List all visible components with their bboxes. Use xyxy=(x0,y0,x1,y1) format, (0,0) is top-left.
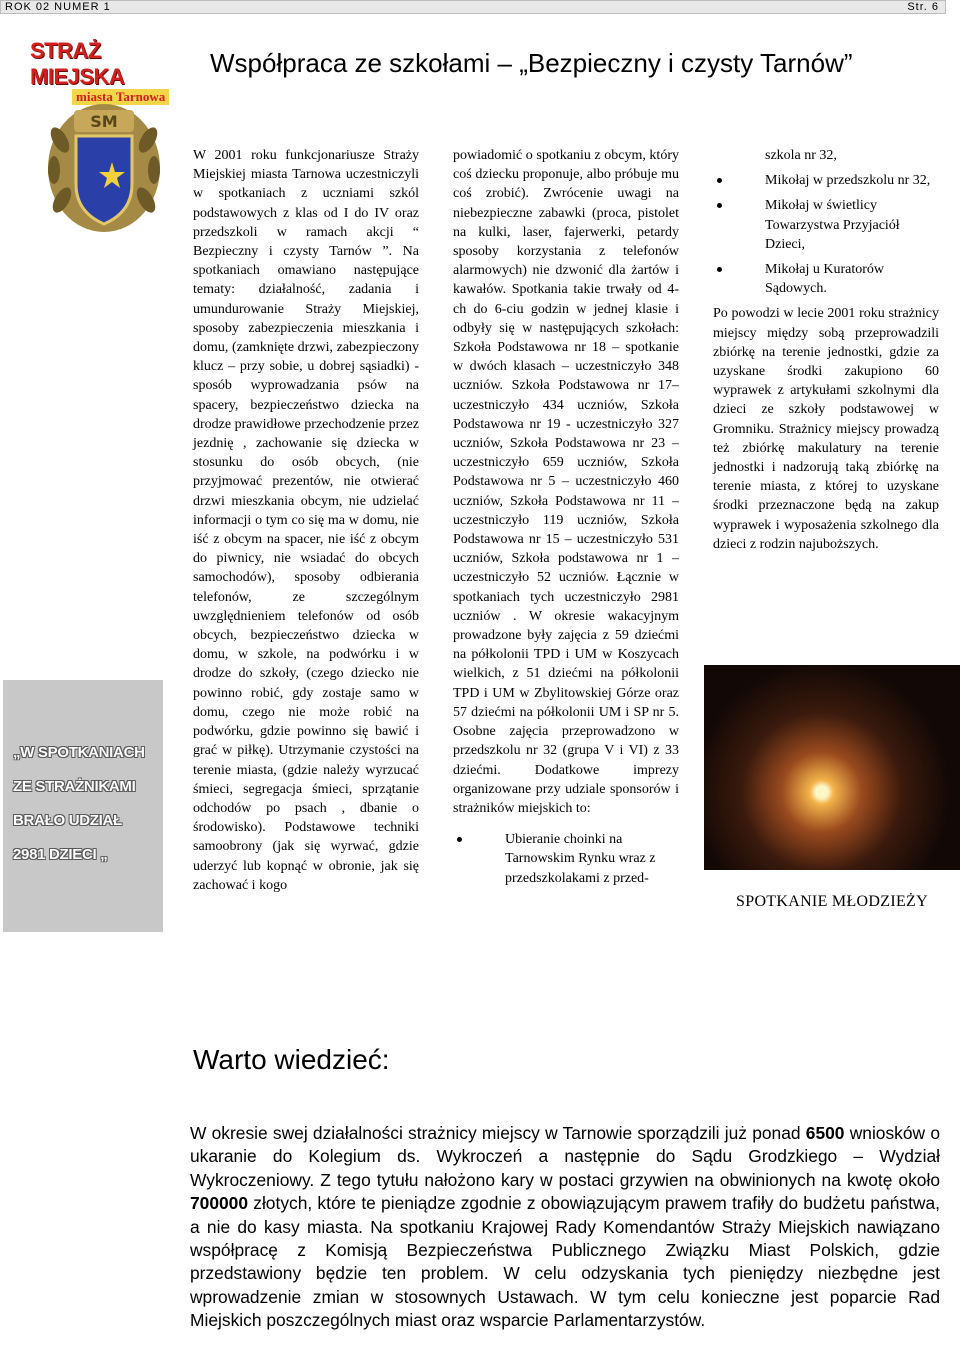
tarnow-crest-icon xyxy=(46,100,162,236)
warto-wiedziec-paragraph xyxy=(190,1122,940,1333)
logo-line-2: miasta Tarnowa xyxy=(72,89,169,105)
article-column-1 xyxy=(193,146,419,895)
article-paragraph: Po powodzi w lecie 2001 roku strażnicy miejscy między sobą przeprowadzili zbiórkę na terenie jednostki, gdzie za uzyskane środki zakupiono 60 wyprawek z artykułami szkolnymi dla dzieci ze szkoły podstawowej w Gromniku. Strażnicy miejscy prowadzą też zbiórkę makulatury na terenie jednostki i nadzorują taką zbiórkę na terenie miasta, z której to uzyskane środki przeznaczone będą na zakup wyprawek i wyposażenia szkolnego dla dzieci z rodzin najuboższych. xyxy=(713,306,939,552)
article-paragraph: W 2001 roku funkcjonariusze Straży Miejskiej miasta Tarnowa uczestniczyli w spotkaniach z uczniami szkól podstawowych z klas od I do IV oraz przedszkoli w ramach akcji “ Bezpieczny i czysty Tarnów ”. Na spotkaniach omawiano następujące tematy: działalność, zadania i umundurowanie Straży Miejskiej, sposoby zabezpieczenia mieszkania i domu, (zamknięte drzwi, zabezpieczony klucz – przy sobie, u dobrej sąsiadki) - sposób wyprowadzania psów na spacery, bezpieczeństwo dziecka na drodze prawidłowe przechodzenie przez jezdnię , zachowanie się dziecka w stosunku do osób obcych, (nie przyjmować prezentów, nie otwierać drzwi mieszkania obcym, nie udzielać informacji o tym co się ma w domu, nie iść z obcym na spacer, nie iść z obcym do piwnicy, nie wsiadać do obcych samochodów), sposoby odbierania telefonów, ze szczególnym uwzględnieniem telefonów od osób obcych, bezpieczeństwo dziecka w domu, w szkole, na podwórku i w drodze do szkoły, (czego dziecko nie powinno robić, gdy zostaje samo w domu, czego nie może robić na podwórku, gdzie powinno się bawić i grać w piłkę). Utrzymanie czystości na terenie miasta, (gdzie należy wyrzucać śmieci, segregacja śmieci, sprzątanie odchodów po psach , dbanie o środowisko). Podstawowe techniki samoobrony (jak się wyrwać, gdzie uderzyć lub kopnąć w obronie, jak się zachować i kogo xyxy=(193,148,419,893)
highlight-number: 700000 xyxy=(190,1193,249,1214)
page-number: Str. 6 xyxy=(907,1,939,13)
page-title: Współpraca ze szkołami – „Bezpieczny i czysty Tarnów” xyxy=(210,48,853,78)
page-header-bar xyxy=(0,0,946,14)
list-item: Mikołaj w przedszkolu nr 32, xyxy=(713,171,939,190)
paragraph-text: złotych, które te pieniądze zgodnie z obowiązującym prawem trafiły do budżetu państwa, a nie do kasy miasta. Na spotkaniu Krajowej Rady Komendantów Straży Miejskich nawiązano współpracę z Komisją Bezpieczeństwa Publicznego Związku Miast Polskich, gdzie przedstawiony będzie ten problem. W celu odzyskania tych pieniędzy niezbędne jest wprowadzenie zmian w stosownych Ustawach. W tym celu konieczne jest poparcie Rad Miejskich poszczególnych miast oraz wsparcie Parlamentarzystów. xyxy=(190,1193,940,1331)
list-item-continuation: szkola nr 32, xyxy=(765,148,837,163)
logo-line-1: STRAŻ MIEJSKA xyxy=(30,38,125,89)
events-list xyxy=(713,171,939,298)
article-column-2 xyxy=(453,146,679,894)
section-heading: Warto wiedzieć: xyxy=(193,1044,390,1075)
issue-label: ROK 02 NUMER 1 xyxy=(5,1,111,13)
paragraph-text: W okresie swej działalności strażnicy miejscy w Tarnowie sporządzili już ponad xyxy=(190,1123,806,1143)
pull-quote-line: BRAŁO UDZIAŁ xyxy=(13,812,122,829)
svg-text:SM: SM xyxy=(90,112,118,131)
article-column-3 xyxy=(713,146,939,554)
pull-quote-line: ZE STRAŻNIKAMI xyxy=(13,778,136,795)
events-list xyxy=(453,830,679,888)
list-item: Mikołaj w świetlicy Towarzystwa Przyjaciół Dzieci, xyxy=(713,196,939,254)
straz-miejska-logo xyxy=(30,38,195,104)
article-paragraph: powiadomić o spotkaniu z obcym, który coś dziecku proponuje, albo próbuje mu coś zrobić). Zwrócenie uwagi na niebezpieczne zabawki (proca, pistolet na kulki, laser, fajerwerki, petardy sposoby korzystania z telefonów alarmowych) nie dzwonić dla żartów i kawałów. Spotkania takie trwały od 4-ch do 6-ciu godzin w jednej klasie i odbyły się w następujących szkołach: Szkoła Podstawowa nr 18 – spotkanie w dwóch klasach – uczestniczyło 348 uczniów. Szkoła Podstawowa nr 17– uczestniczyło 434 uczniów, Szkoła Podstawowa nr 19 - uczestniczyło 327 uczniów, Szkoła Podstawowa nr 23 – uczestniczyło 659 uczniów, Szkoła Podstawowa nr 5 – uczestniczyło 460 uczniów, Szkoła Podstawowa nr 11 – uczestniczyło 119 uczniów, Szkoła Podstawowa nr 15 – uczestniczyło 531 uczniów, Szkoła podstawowa nr 1 – uczestniczyło 52 uczniów. Łącznie w spotkaniach tych uczestniczyło 2981 uczniów . W okresie wakacyjnym prowadzone były zajęcia z 59 dziećmi na półkolonii TPD i UM w Koszycach wielkich, z 51 dziećmi na półkolonii TPD i UM w Zbylitowskiej Górze oraz 57 dziećmi na półkolonii UM i SP nr 5. Osobne zajęcia przeprowadzono w przedszkolu nr 32 (grupa V i VI) z 33 dziećmi. Dodatkowe imprezy organizowane przy udziale sponsorów i strażników miejskich to: xyxy=(453,148,679,816)
list-item: Ubieranie choinki na Tarnowskim Rynku wraz z przedszkolakami z przed- xyxy=(453,830,679,888)
sidebar-pull-quote xyxy=(3,680,163,932)
pull-quote-line: „W SPOTKANIACH xyxy=(13,744,145,761)
list-item: Mikołaj u Kuratorów Sądowych. xyxy=(713,260,939,298)
pull-quote-line: 2981 DZIECI „ xyxy=(13,846,108,863)
highlight-number: 6500 xyxy=(805,1123,845,1143)
paragraph-text: wniosków o ukaranie do Kolegium ds. Wykroczeń a następnie do Sądu Grodzkiego – Wydział Wykroczeniowy. Z tego tytułu nałożono kary w postaci grzywien na obwinionych na kwotę około xyxy=(190,1123,940,1190)
photo-caption: SPOTKANIE MŁODZIEŻY xyxy=(736,893,928,910)
youth-meeting-photo xyxy=(704,665,960,870)
